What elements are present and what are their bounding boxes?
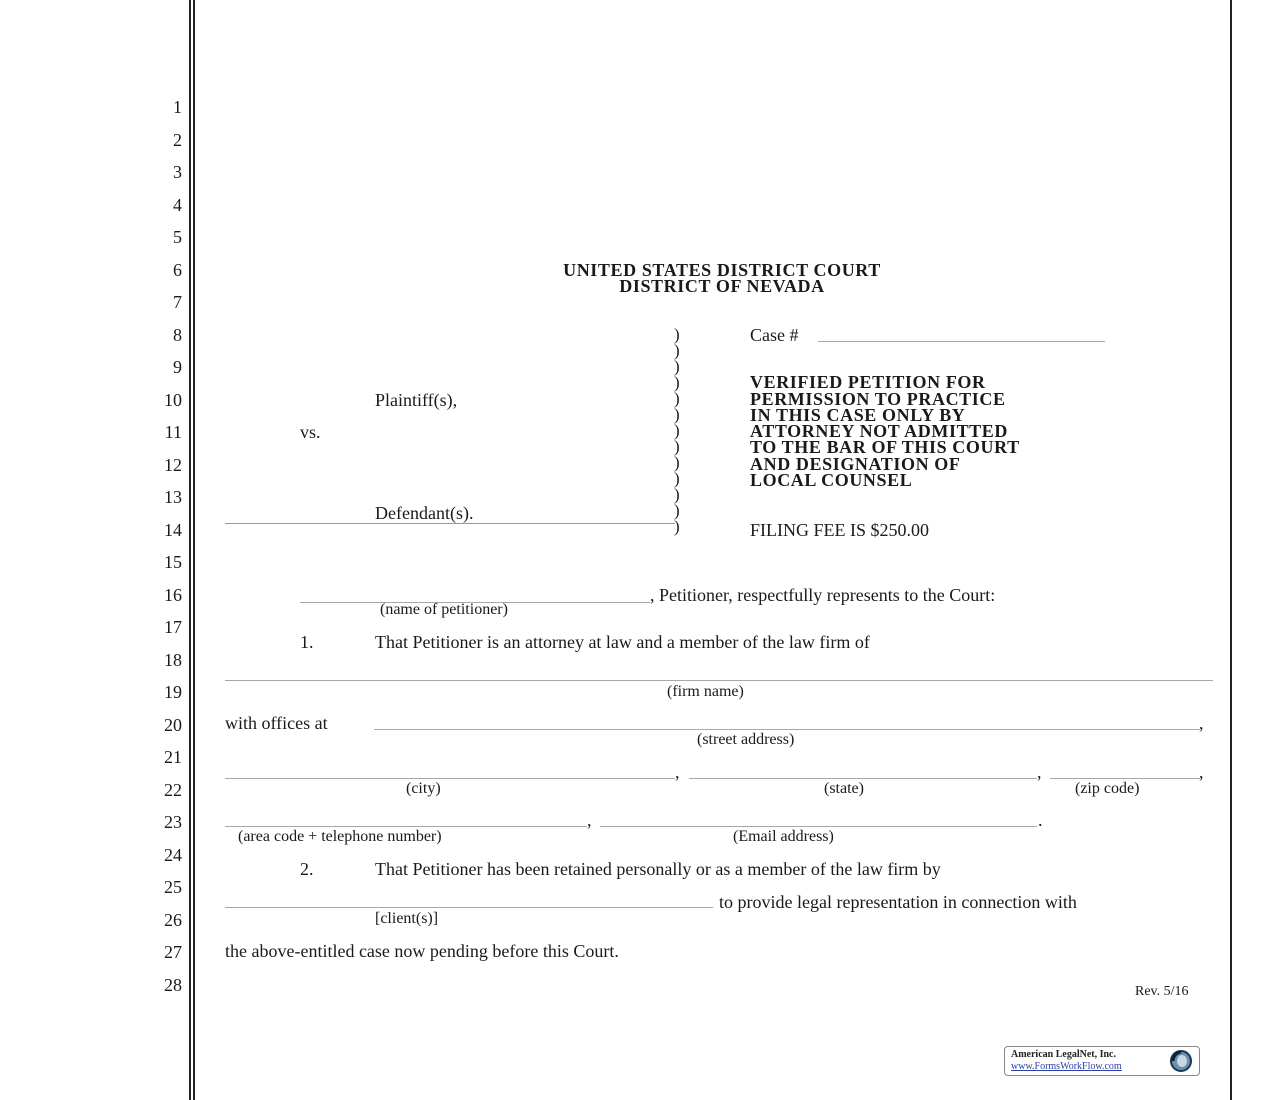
left-margin-rule-inner [193, 0, 195, 1100]
line-number: 16 [164, 585, 182, 605]
line-number: 15 [164, 552, 182, 572]
line-number: 14 [164, 520, 182, 540]
line-number: 4 [173, 195, 182, 215]
client-statement: to provide legal representation in connection with [719, 892, 1077, 912]
line-number: 2 [173, 130, 182, 150]
line-number: 20 [164, 715, 182, 735]
line-number: 18 [164, 650, 182, 670]
line-number: 26 [164, 910, 182, 930]
case-number-field[interactable] [818, 341, 1105, 342]
line-number: 25 [164, 877, 182, 897]
line-number: 13 [164, 487, 182, 507]
paragraph-2-text: That Petitioner has been retained personally or as a member of the law firm by [375, 859, 941, 879]
line-number: 23 [164, 812, 182, 832]
line-number: 11 [164, 422, 182, 442]
line-number: 1 [173, 97, 182, 117]
caption-bottom-rule [225, 523, 675, 524]
left-margin-rule-outer [189, 0, 191, 1100]
petitioner-statement: , Petitioner, respectfully represents to the Court: [650, 585, 996, 605]
line-number: 10 [164, 390, 182, 410]
zip-code-field[interactable] [1050, 778, 1200, 779]
case-number-label: Case # [750, 325, 799, 345]
logo-url[interactable]: www.FormsWorkFlow.com [1011, 1061, 1122, 1072]
right-margin-rule [1230, 0, 1232, 1100]
line-number: 17 [164, 617, 182, 637]
client-field[interactable] [225, 907, 713, 908]
plaintiff-label: Plaintiff(s), [375, 390, 458, 410]
email-caption: (Email address) [733, 828, 834, 845]
filing-fee: FILING FEE IS $250.00 [750, 520, 929, 540]
email-field[interactable] [600, 826, 1037, 827]
client-caption: [client(s)] [375, 910, 439, 927]
petitioner-name-caption: (name of petitioner) [380, 601, 508, 618]
firm-name-caption: (firm name) [667, 683, 744, 700]
paragraph-1-text: That Petitioner is an attorney at law and a member of the law firm of [375, 632, 870, 652]
line-number: 27 [164, 942, 182, 962]
line-number: 8 [173, 325, 182, 345]
offices-label: with offices at [225, 713, 328, 733]
paragraph-2-end: the above-entitled case now pending before this Court. [225, 941, 619, 961]
firm-name-field[interactable] [225, 680, 1213, 681]
telephone-caption: (area code + telephone number) [238, 828, 442, 845]
paragraph-2-number: 2. [300, 859, 314, 879]
street-address-field[interactable] [374, 729, 1200, 730]
revision-label: Rev. 5/16 [1135, 984, 1189, 999]
american-legalnet-logo[interactable] [1004, 1046, 1200, 1076]
line-number: 28 [164, 975, 182, 995]
defendant-label: Defendant(s). [375, 503, 474, 523]
line-number: 3 [173, 162, 182, 182]
telephone-field[interactable] [225, 826, 587, 827]
city-caption: (city) [406, 780, 441, 797]
line-number: 6 [173, 260, 182, 280]
line-number: 9 [173, 357, 182, 377]
globe-icon [1167, 1049, 1193, 1073]
line-number: 19 [164, 682, 182, 702]
street-address-caption: (street address) [697, 731, 795, 748]
state-caption: (state) [824, 780, 864, 797]
line-number: 21 [164, 747, 182, 767]
zip-code-caption: (zip code) [1075, 780, 1140, 797]
line-number: 22 [164, 780, 182, 800]
state-field[interactable] [689, 778, 1037, 779]
line-number: 7 [173, 292, 182, 312]
court-district: DISTRICT OF NEVADA [619, 276, 825, 296]
logo-company: American LegalNet, Inc. [1011, 1049, 1116, 1060]
line-number: 24 [164, 845, 182, 865]
line-number: 12 [164, 455, 182, 475]
court-name: UNITED STATES DISTRICT COURT [563, 260, 881, 280]
paragraph-1-number: 1. [300, 632, 314, 652]
line-number: 5 [173, 227, 182, 247]
city-field[interactable] [225, 778, 675, 779]
versus-label: vs. [300, 422, 321, 442]
